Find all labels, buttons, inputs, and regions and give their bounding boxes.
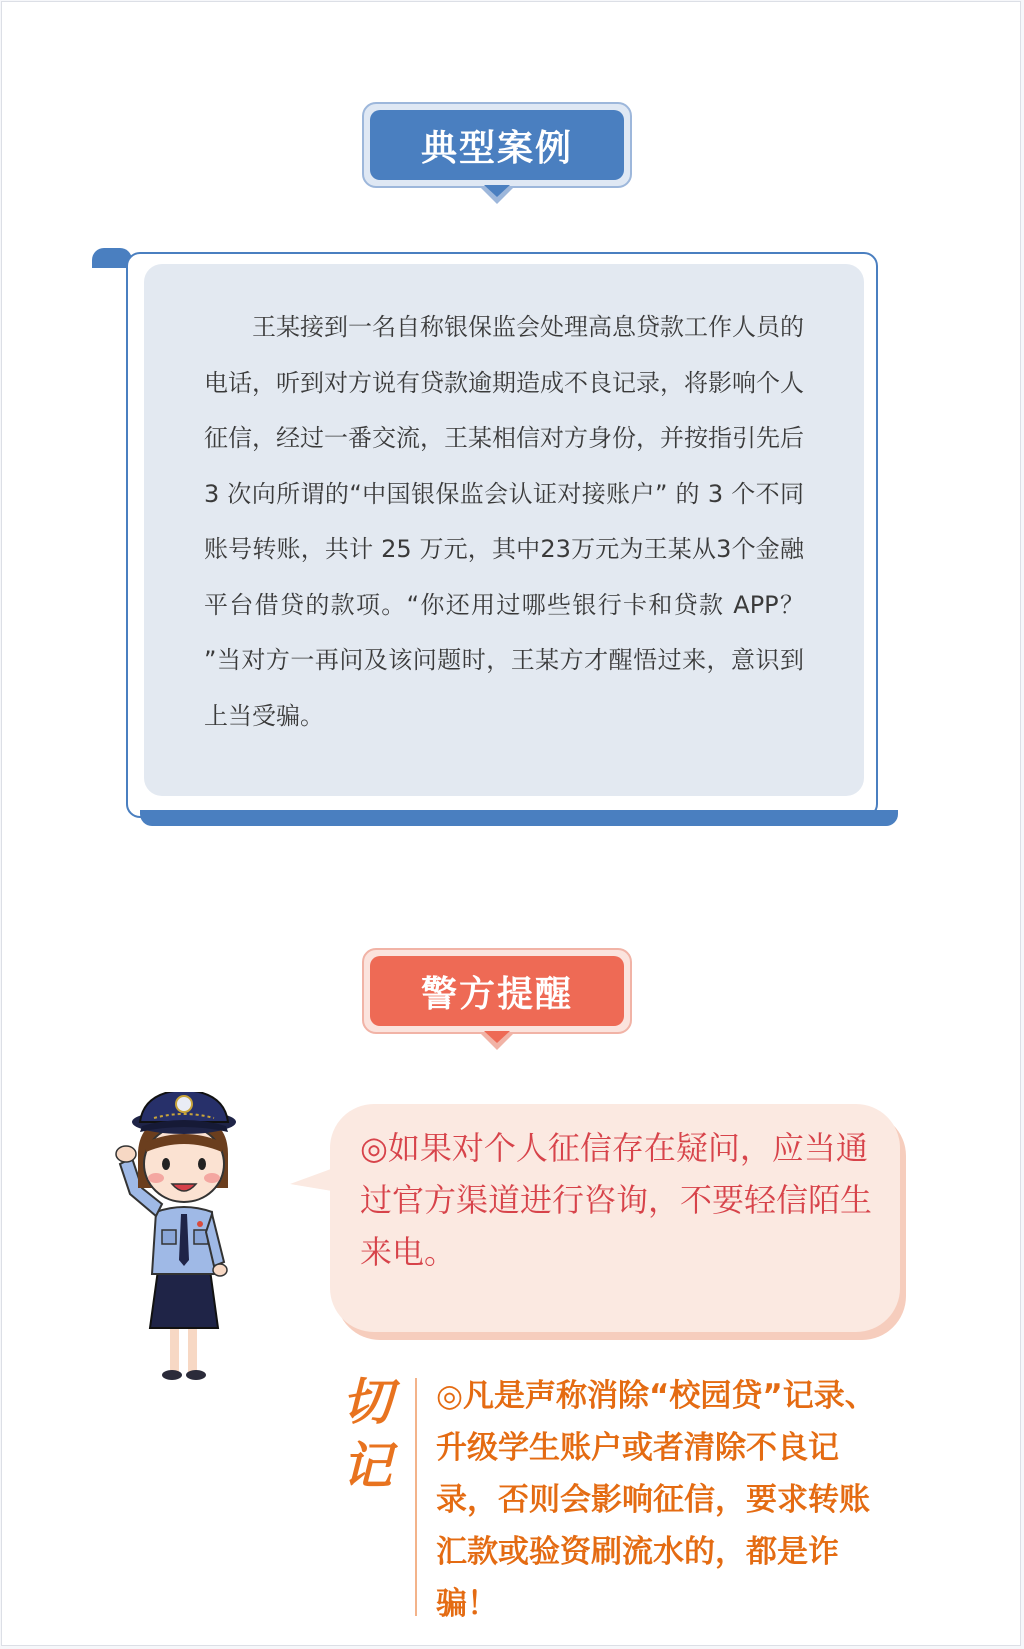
case-body-text: 王某接到一名自称银保监会处理高息贷款工作人员的电话，听到对方说有贷款逾期造成不良记录，将影响个人征信，经过一番交流，王某相信对方身份，并按指引先后 3 次向所谓的“中国银保监会认证对接账户” 的 3 个不同账号转账，共计 25 万元，其中23万元为王某从3个金融平台借贷的款项。“你还用过哪些银行卡和贷款 APP？ ”当对方一再问及该问题时，王某方才醒悟过来，意识到上当受骗。 (204, 313, 804, 730)
police-title-tag (362, 948, 632, 1034)
reminder-text: ◎如果对个人征信存在疑问，应当通过官方渠道进行咨询，不要轻信陌生来电。 (360, 1129, 873, 1271)
case-panel (144, 264, 864, 796)
remember-label (336, 1370, 398, 1498)
case-card (92, 248, 908, 830)
case-title-tag (362, 102, 632, 188)
police-title: 警方提醒 (370, 956, 624, 1026)
reminder-bubble (330, 1104, 900, 1332)
scroll-curl-bottom (140, 810, 898, 826)
warning-text: ◎凡是声称消除“校园贷”记录、升级学生账户或者清除不良记录，否则会影响征信，要求转账汇款或验资刷流水的，都是诈骗！ (436, 1378, 876, 1622)
remember-divider (415, 1378, 417, 1616)
remember-label-char-1: 切 (342, 1372, 392, 1431)
police-officer-saluting-icon (110, 1092, 260, 1382)
remember-label-char-2: 记 (342, 1436, 392, 1495)
case-title: 典型案例 (370, 110, 624, 180)
